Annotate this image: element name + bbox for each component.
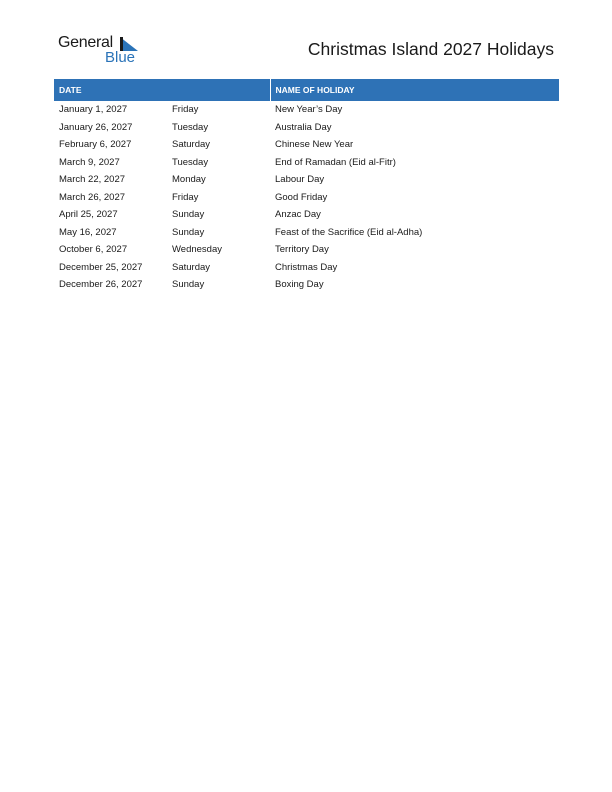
- holiday-date-cell: February 6, 2027: [59, 139, 132, 151]
- holiday-weekday-cell: Sunday: [172, 279, 205, 291]
- holidays-table-body: [54, 101, 559, 294]
- table-row: [54, 241, 559, 259]
- holiday-date-cell: March 9, 2027: [59, 156, 120, 168]
- table-row: [54, 276, 559, 294]
- holiday-date-cell: January 1, 2027: [59, 104, 128, 116]
- holidays-table: [54, 79, 559, 294]
- holiday-name-cell: Good Friday: [275, 191, 328, 203]
- holiday-name-cell: Boxing Day: [275, 279, 324, 291]
- holiday-weekday-cell: Sunday: [172, 226, 205, 238]
- holiday-weekday-cell: Friday: [172, 191, 199, 203]
- table-row: [54, 101, 559, 119]
- holiday-name-cell: Anzac Day: [275, 209, 321, 221]
- generalblue-logo: [58, 34, 148, 68]
- table-row: [54, 189, 559, 207]
- table-row: [54, 136, 559, 154]
- holiday-name-cell: Territory Day: [275, 244, 329, 256]
- table-header-row: [54, 79, 559, 101]
- holiday-date-cell: March 26, 2027: [59, 191, 126, 203]
- holiday-weekday-cell: Saturday: [172, 261, 211, 273]
- holiday-weekday-cell: Friday: [172, 104, 199, 116]
- holiday-name-cell: Australia Day: [275, 121, 332, 133]
- table-row: [54, 206, 559, 224]
- holiday-weekday-cell: Wednesday: [172, 244, 222, 256]
- holiday-name-cell: End of Ramadan (Eid al-Fitr): [275, 156, 396, 168]
- holiday-weekday-cell: Sunday: [172, 209, 205, 221]
- table-row: [54, 154, 559, 172]
- logo-word-general: General: [58, 34, 113, 51]
- holiday-date-cell: December 26, 2027: [59, 279, 143, 291]
- table-row: [54, 171, 559, 189]
- holiday-weekday-cell: Saturday: [172, 139, 211, 151]
- holiday-name-cell: Feast of the Sacrifice (Eid al-Adha): [275, 226, 423, 238]
- holiday-weekday-cell: Tuesday: [172, 121, 209, 133]
- holiday-name-cell: Chinese New Year: [275, 139, 354, 151]
- holiday-name-cell: Labour Day: [275, 174, 325, 186]
- holiday-date-cell: March 22, 2027: [59, 174, 126, 186]
- holiday-date-cell: April 25, 2027: [59, 209, 118, 221]
- table-row: [54, 224, 559, 242]
- table-row: [54, 119, 559, 137]
- holiday-name-cell: New Year’s Day: [275, 104, 343, 116]
- holiday-date-cell: May 16, 2027: [59, 226, 117, 238]
- column-header-date: DATE: [54, 79, 270, 101]
- column-header-holiday-name: NAME OF HOLIDAY: [270, 79, 559, 101]
- holiday-date-cell: October 6, 2027: [59, 244, 128, 256]
- table-row: [54, 259, 559, 277]
- holiday-weekday-cell: Tuesday: [172, 156, 209, 168]
- logo-word-blue: Blue: [105, 49, 136, 66]
- holiday-date-cell: December 25, 2027: [59, 261, 143, 273]
- holiday-date-cell: January 26, 2027: [59, 121, 133, 133]
- holiday-weekday-cell: Monday: [172, 174, 206, 186]
- holiday-name-cell: Christmas Day: [275, 261, 338, 273]
- page-title: Christmas Island 2027 Holidays: [307, 39, 554, 59]
